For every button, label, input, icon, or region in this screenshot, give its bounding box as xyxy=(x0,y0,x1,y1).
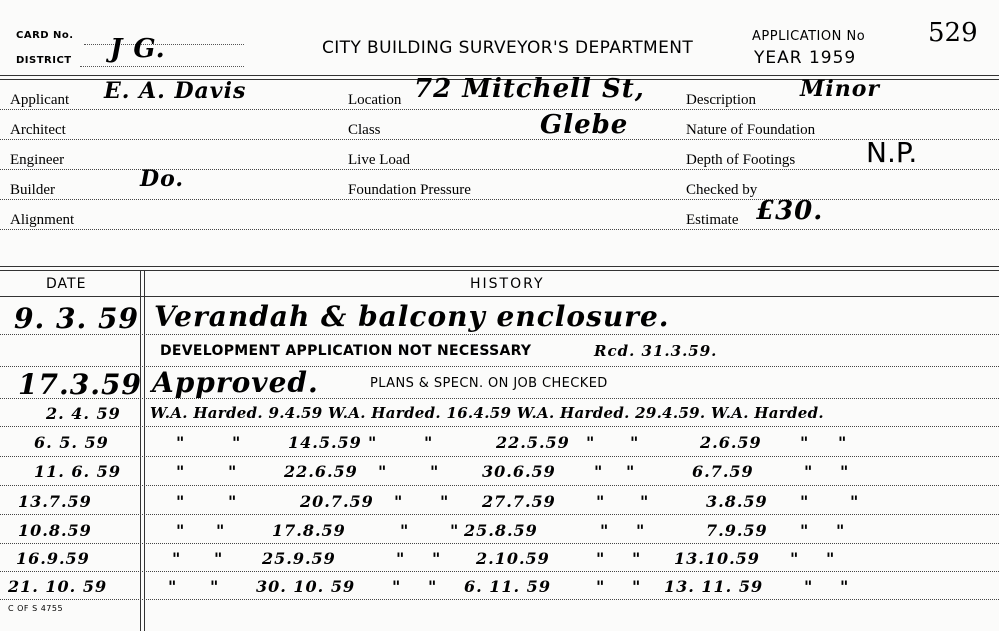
inspection-date: 25.9.59 xyxy=(262,549,336,568)
history-entry: Verandah & balcony enclosure. xyxy=(154,300,670,333)
nature-of-foundation-label: Nature of Foundation xyxy=(686,122,816,138)
history-date: 10.8.59 xyxy=(18,521,92,540)
ditto-mark: " xyxy=(232,433,242,452)
estimate-value: £30. xyxy=(756,196,824,226)
location-value: 72 Mitchell St, xyxy=(414,74,645,104)
inspection-date: 13. 11. 59 xyxy=(664,577,764,596)
foundation-pressure-label: Foundation Pressure xyxy=(348,182,471,198)
ditto-mark: " xyxy=(214,549,224,568)
history-entry: Approved. xyxy=(152,366,319,399)
ditto-mark: " xyxy=(800,492,810,511)
inspection-date: 2.10.59 xyxy=(476,549,550,568)
district-value: J G. xyxy=(110,34,166,64)
history-row-line xyxy=(0,426,999,427)
field-row-line-1 xyxy=(0,109,999,110)
inspection-date: 13.10.59 xyxy=(674,549,760,568)
history-received-note: Rcd. 31.3.59. xyxy=(594,342,718,360)
ditto-mark: " xyxy=(176,492,186,511)
ditto-mark: " xyxy=(168,577,178,596)
ditto-mark: " xyxy=(216,521,226,540)
field-row-line-5 xyxy=(0,229,999,230)
checked-by-label: Checked by xyxy=(686,182,758,198)
history-stamp: DEVELOPMENT APPLICATION NOT NECESSARY xyxy=(160,343,532,359)
depth-of-footings-label: Depth of Footings xyxy=(686,152,796,168)
ditto-mark: " xyxy=(432,549,442,568)
ditto-mark: " xyxy=(640,492,650,511)
ditto-mark: " xyxy=(632,577,642,596)
history-row-line xyxy=(0,485,999,486)
class-value: Glebe xyxy=(540,110,629,140)
ditto-mark: " xyxy=(228,492,238,511)
card-no-label: CARD No. xyxy=(16,30,74,41)
live-load-label: Live Load xyxy=(348,152,411,168)
date-column-divider-b xyxy=(144,270,145,631)
history-divider-top xyxy=(0,266,999,267)
inspection-date: 25.8.59 xyxy=(464,521,538,540)
ditto-mark: " xyxy=(630,433,640,452)
field-row-line-4 xyxy=(0,199,999,200)
history-row-line xyxy=(0,571,999,572)
history-entry: W.A. Harded. 9.4.59 W.A. Harded. 16.4.59 W.A. Harded. 29.4.59. W.A. Harded. xyxy=(150,404,824,422)
inspection-date: 30. 10. 59 xyxy=(256,577,356,596)
history-row-line xyxy=(0,599,999,600)
ditto-mark: " xyxy=(596,492,606,511)
ditto-mark: " xyxy=(838,433,848,452)
inspection-date: 3.8.59 xyxy=(706,492,768,511)
depth-value: N.P. xyxy=(866,136,918,169)
ditto-mark: " xyxy=(804,577,814,596)
inspection-date: 6.7.59 xyxy=(692,462,754,481)
ditto-mark: " xyxy=(800,433,810,452)
department-title: CITY BUILDING SURVEYOR'S DEPARTMENT xyxy=(322,38,694,58)
builder-value: Do. xyxy=(140,166,185,192)
application-number: 529 xyxy=(928,18,978,48)
ditto-mark: " xyxy=(424,433,434,452)
ditto-mark: " xyxy=(596,549,606,568)
inspection-date: 17.8.59 xyxy=(272,521,346,540)
application-no-label: APPLICATION No xyxy=(752,29,866,44)
description-value: Minor xyxy=(800,76,880,102)
history-date: 21. 10. 59 xyxy=(8,577,108,596)
ditto-mark: " xyxy=(378,462,388,481)
ditto-mark: " xyxy=(636,521,646,540)
district-label: DISTRICT xyxy=(16,55,72,66)
field-row-line-2 xyxy=(0,139,999,140)
location-label: Location xyxy=(348,92,402,108)
inspection-date: 30.6.59 xyxy=(482,462,556,481)
ditto-mark: " xyxy=(400,521,410,540)
alignment-label: Alignment xyxy=(10,212,75,228)
class-label: Class xyxy=(348,122,381,138)
ditto-mark: " xyxy=(392,577,402,596)
builder-label: Builder xyxy=(10,182,55,198)
history-date: 13.7.59 xyxy=(18,492,92,511)
engineer-label: Engineer xyxy=(10,152,65,168)
inspection-date: 7.9.59 xyxy=(706,521,768,540)
history-stamp: PLANS & SPECN. ON JOB CHECKED xyxy=(370,376,608,391)
history-row-line xyxy=(0,543,999,544)
ditto-mark: " xyxy=(176,521,186,540)
architect-label: Architect xyxy=(10,122,66,138)
history-date: 11. 6. 59 xyxy=(34,462,121,481)
history-row-line xyxy=(0,514,999,515)
ditto-mark: " xyxy=(600,521,610,540)
applicant-value: E. A. Davis xyxy=(104,78,247,104)
history-divider-second xyxy=(0,270,999,271)
year-label: YEAR 1959 xyxy=(754,48,857,68)
history-row-line xyxy=(0,456,999,457)
ditto-mark: " xyxy=(594,462,604,481)
inspection-date: 14.5.59 xyxy=(288,433,362,452)
ditto-mark: " xyxy=(176,462,186,481)
description-label: Description xyxy=(686,92,756,108)
ditto-mark: " xyxy=(836,521,846,540)
ditto-mark: " xyxy=(368,433,378,452)
inspection-date: 22.6.59 xyxy=(284,462,358,481)
ditto-mark: " xyxy=(632,549,642,568)
date-column-header: DATE xyxy=(46,276,87,292)
ditto-mark: " xyxy=(440,492,450,511)
inspection-date: 27.7.59 xyxy=(482,492,556,511)
form-code: C OF S 4755 xyxy=(8,604,64,613)
history-header-underline xyxy=(0,296,999,297)
history-column-header: HISTORY xyxy=(470,276,545,292)
history-row-line xyxy=(0,366,999,367)
inspection-date: 22.5.59 xyxy=(496,433,570,452)
history-date: 9. 3. 59 xyxy=(14,302,139,335)
ditto-mark: " xyxy=(176,433,186,452)
ditto-mark: " xyxy=(790,549,800,568)
history-date: 17.3.59 xyxy=(18,368,142,401)
ditto-mark: " xyxy=(596,577,606,596)
district-line xyxy=(80,66,244,67)
inspection-date: 20.7.59 xyxy=(300,492,374,511)
date-column-divider-a xyxy=(140,270,141,631)
ditto-mark: " xyxy=(228,462,238,481)
history-date: 2. 4. 59 xyxy=(46,404,121,423)
ditto-mark: " xyxy=(804,462,814,481)
ditto-mark: " xyxy=(800,521,810,540)
ditto-mark: " xyxy=(396,549,406,568)
history-row-line xyxy=(0,334,999,335)
ditto-mark: " xyxy=(172,549,182,568)
history-date: 6. 5. 59 xyxy=(34,433,109,452)
ditto-mark: " xyxy=(450,521,460,540)
ditto-mark: " xyxy=(826,549,836,568)
inspection-date: 6. 11. 59 xyxy=(464,577,551,596)
ditto-mark: " xyxy=(428,577,438,596)
history-row-line xyxy=(0,398,999,399)
ditto-mark: " xyxy=(210,577,220,596)
ditto-mark: " xyxy=(850,492,860,511)
inspection-date: 2.6.59 xyxy=(700,433,762,452)
ditto-mark: " xyxy=(840,577,850,596)
ditto-mark: " xyxy=(394,492,404,511)
applicant-label: Applicant xyxy=(10,92,70,108)
ditto-mark: " xyxy=(840,462,850,481)
ditto-mark: " xyxy=(586,433,596,452)
estimate-label: Estimate xyxy=(686,212,739,228)
history-date: 16.9.59 xyxy=(16,549,90,568)
ditto-mark: " xyxy=(430,462,440,481)
ditto-mark: " xyxy=(626,462,636,481)
